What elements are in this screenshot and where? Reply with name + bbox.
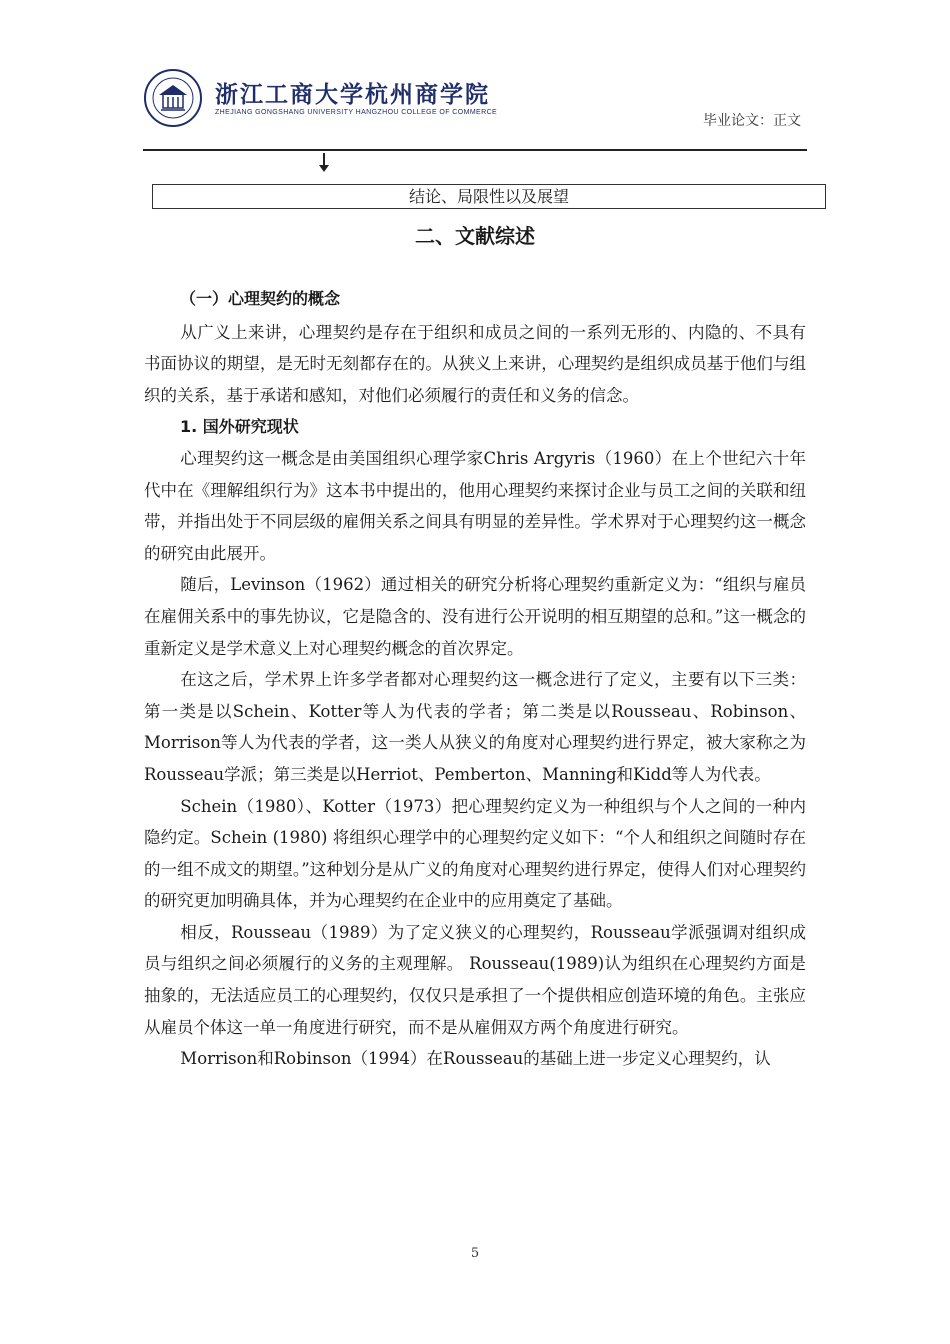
university-name-en: ZHEJIANG GONGSHANG UNIVERSITY HANGZHOU COLLEGE OF COMMERCE [215, 109, 498, 116]
university-name-cn: 浙江工商大学杭州商学院 [215, 81, 490, 108]
page-number: 5 [470, 1246, 480, 1261]
body-text [144, 283, 806, 1075]
header-divider [143, 149, 807, 151]
paragraph: Morrison和Robinson（1994）在Rousseau的基础上进一步定义心理契约，认 [180, 1049, 771, 1069]
paragraph: 随后，Levinson（1962）通过相关的研究分析将心理契约重新定义为：“组织与雇员在雇佣关系中的事先协议，它是隐含的、没有进行公开说明的相互期望的总和。”这一概念的重新定义是学术意义上对心理契约概念的首次界定。 [144, 575, 806, 658]
document-label: 毕业论文：正文 [703, 113, 801, 129]
paragraph: 心理契约这一概念是由美国组织心理学家Chris Argyris（1960）在上个世纪六十年代中在《理解组织行为》这本书中提出的，他用心理契约来探讨企业与员工之间的关联和纽带，并指出处于不同层级的雇佣关系之间具有明显的差异性。学术界对于心理契约这一概念的研究由此展开。 [144, 448, 806, 563]
section-title: 二、文献综述 [415, 224, 535, 248]
down-arrow-icon [318, 153, 330, 173]
paragraph: 在这之后，学术界上许多学者都对心理契约这一概念进行了定义，主要有以下三类：第一类是以Schein、Kotter等人为代表的学者；第二类是以Rousseau、Robinson、Morrison等人为代表的学者，这一类人从狭义的角度对心理契约进行界定，被大家称之为Rousseau学派；第三类是以Herriot、Pemberton、Manning和Kidd等人为代表。 [144, 670, 806, 784]
flowchart-box: 结论、局限性以及展望 [152, 184, 826, 209]
subsection-heading-foreign: 1. 国外研究现状 [180, 417, 299, 437]
paragraph: 相反，Rousseau（1989）为了定义狭义的心理契约，Rousseau学派强调对组织成员与组织之间必须履行的义务的主观理解。 Rousseau(1989)认为组织在心理契约方面是抽象的，无法适应员工的心理契约，仅仅只是承担了一个提供相应创造环境的角色。主张应从雇员个体这一单一角度进行研究，而不是从雇佣双方两个角度进行研究。 [144, 922, 806, 1037]
university-seal-icon [143, 68, 203, 128]
paragraph: 从广义上来讲，心理契约是存在于组织和成员之间的一系列无形的、内隐的、不具有书面协议的期望，是无时无刻都存在的。从狭义上来讲，心理契约是组织成员基于他们与组织的关系，基于承诺和感知，对他们必须履行的责任和义务的信念。 [144, 322, 806, 405]
subsection-heading-concept: （一）心理契约的概念 [180, 289, 341, 308]
page-header [143, 64, 807, 152]
paragraph: Schein（1980）、Kotter（1973）把心理契约定义为一种组织与个人之间的一种内隐约定。Schein (1980) 将组织心理学中的心理契约定义如下：“个人和组织之间随时存在的一组不成文的期望。”这种划分是从广义的角度对心理契约进行界定，使得人们对心理契约的研究更加明确具体，并为心理契约在企业中的应用奠定了基础。 [144, 796, 806, 911]
